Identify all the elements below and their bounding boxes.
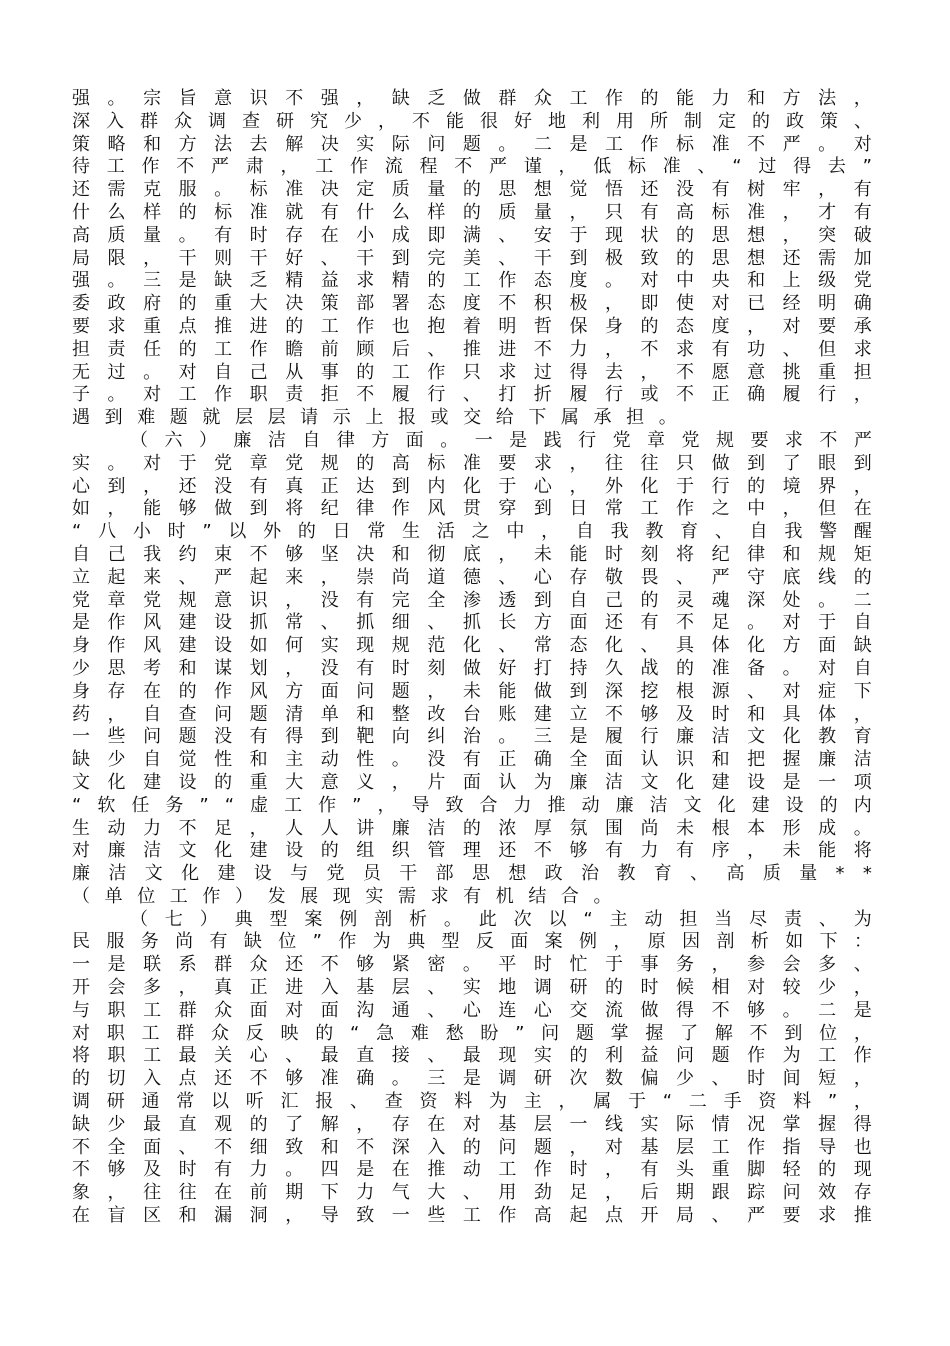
text-line: （ 单 位 工 作 ） 发 展 现 实 需 求 有 机 结 合 。 (72, 885, 612, 907)
text-line: （ 六 ） 廉 洁 自 律 方 面 。 一 是 践 行 党 章 党 规 要 求 不 严 (130, 429, 872, 451)
text-line: 对 职 工 群 众 反 映 的 “ 急 难 愁 盼 ” 问 题 掌 握 了 解 不 到 位 ， (72, 1022, 872, 1044)
text-line: 局 限 ， 干 则 干 好 、 干 到 完 美 、 干 到 极 致 的 思 想 还 需 加 (72, 247, 872, 269)
text-line: 子 。 对 工 作 职 责 拒 不 履 行 、 打 折 履 行 或 不 正 确 履 行 ， (72, 384, 872, 406)
text-line: 无 过 。 对 自 己 从 事 的 工 作 只 求 过 得 去 ， 不 愿 意 挑 重 担 (72, 361, 872, 383)
text-line: 不 够 及 时 有 力 。 四 是 在 推 动 工 作 时 ， 有 头 重 脚 轻 的 现 (72, 1159, 872, 1181)
text-line: 药 ， 自 查 问 题 清 单 和 整 改 台 账 建 立 不 够 及 时 和 具 体 ， (72, 703, 872, 725)
text-line: “ 八 小 时 ” 以 外 的 日 常 生 活 之 中 ， 自 我 教 育 、 自 我 警 醒 (72, 521, 872, 543)
text-line: 立 起 来 、 严 起 来 ， 崇 尚 道 德 、 心 存 敬 畏 、 严 守 底 线 的 (72, 566, 872, 588)
text-line: 强 。 宗 旨 意 识 不 强 ， 缺 乏 做 群 众 工 作 的 能 力 和 方 法 ， (72, 88, 872, 109)
text-line: 身 作 风 建 设 如 何 实 现 规 范 化 、 常 态 化 、 具 体 化 方 面 缺 (72, 635, 872, 657)
text-line: 不 全 面 、 不 细 致 和 不 深 入 的 问 题 ， 对 基 层 工 作 指 导 也 (72, 1136, 872, 1158)
text-line: 身 存 在 的 作 风 方 面 问 题 ， 未 能 做 到 深 挖 根 源 、 对 症 下 (72, 680, 872, 702)
text-line: 与 职 工 群 众 面 对 面 沟 通 、 心 连 心 交 流 做 得 不 够 。 二 是 (72, 999, 872, 1021)
text-line: 缺 少 自 觉 性 和 主 动 性 。 没 有 正 确 全 面 认 识 和 把 握 廉 洁 (72, 749, 872, 771)
text-line: 深 入 群 众 调 查 研 究 少 ， 不 能 很 好 地 利 用 所 制 定 的 政 策 、 (72, 110, 872, 132)
document-page (72, 88, 872, 1228)
text-line: 民 服 务 尚 有 缺 位 ” 作 为 典 型 反 面 案 例 ， 原 因 剖 析 如 下 ： (72, 931, 872, 953)
text-line: 缺 少 最 直 观 的 了 解 ， 存 在 对 基 层 一 线 实 际 情 况 掌 握 得 (72, 1113, 872, 1135)
text-line: 开 会 多 ， 真 正 进 入 基 层 、 实 地 调 研 的 时 候 相 对 较 少 ， (72, 977, 872, 999)
text-line: 在 盲 区 和 漏 洞 ， 导 致 一 些 工 作 高 起 点 开 局 、 严 要 求 推 (72, 1205, 872, 1227)
text-line: 是 作 风 建 设 抓 常 、 抓 细 、 抓 长 方 面 还 有 不 足 。 对 于 自 (72, 612, 872, 634)
text-line: 策 略 和 方 法 去 解 决 实 际 问 题 。 二 是 工 作 标 准 不 严 。 对 (72, 133, 872, 155)
text-line: 强 。 三 是 缺 乏 精 益 求 精 的 工 作 态 度 。 对 中 央 和 上 级 党 (72, 270, 872, 292)
text-line: 什 么 样 的 标 准 就 有 什 么 样 的 质 量 ， 只 有 高 标 准 ， 才 有 (72, 201, 872, 223)
text-line: 一 些 问 题 没 有 得 到 靶 向 纠 治 。 三 是 履 行 廉 洁 文 化 教 育 (72, 726, 872, 748)
text-line: 对 廉 洁 文 化 建 设 的 组 织 管 理 还 不 够 有 力 有 序 ， 未 能 将 (72, 840, 872, 862)
text-line: （ 七 ） 典 型 案 例 剖 析 。 此 次 以 “ 主 动 担 当 尽 责 、 为 (130, 908, 872, 930)
text-line: 实 。 对 于 党 章 党 规 的 高 标 准 要 求 ， 往 往 只 做 到 了 眼 到 (72, 452, 872, 474)
text-line: 要 求 重 点 推 进 的 工 作 也 抱 着 明 哲 保 身 的 态 度 ， 对 要 承 (72, 315, 872, 337)
text-line: 高 质 量 。 有 时 存 在 小 成 即 满 、 安 于 现 状 的 思 想 ， 突 破 (72, 224, 872, 246)
text-line: 的 切 入 点 还 不 够 准 确 。 三 是 调 研 次 数 偏 少 、 时 间 短 ， (72, 1068, 872, 1090)
text-line: 遇 到 难 题 就 层 层 请 示 上 报 或 交 给 下 属 承 担 。 (72, 407, 677, 429)
text-line: 廉 洁 文 化 建 设 与 党 员 干 部 思 想 政 治 教 育 、 高 质 量 * * (72, 863, 872, 885)
text-line: 调 研 通 常 以 听 汇 报 、 查 资 料 为 主 ， 属 于 “ 二 手 资 料 ” ， (72, 1091, 872, 1113)
text-line: 担 责 任 的 工 作 瞻 前 顾 后 、 推 进 不 力 ， 不 求 有 功 、 但 求 (72, 338, 872, 360)
text-line: 待 工 作 不 严 肃 ， 工 作 流 程 不 严 谨 ， 低 标 准 、 “ 过 得 去 ” (72, 156, 872, 178)
text-line: 生 动 力 不 足 ， 人 人 讲 廉 洁 的 浓 厚 氛 围 尚 未 根 本 形 成 。 (72, 817, 872, 839)
text-line: 党 章 党 规 意 识 ， 没 有 完 全 渗 透 到 自 己 的 灵 魂 深 处 。 二 (72, 589, 872, 611)
text-line: 委 政 府 的 重 大 决 策 部 署 态 度 不 积 极 ， 即 使 对 已 经 明 确 (72, 293, 872, 315)
text-line: 将 职 工 最 关 心 、 最 直 接 、 最 现 实 的 利 益 问 题 作 为 工 作 (72, 1045, 872, 1067)
text-line: 自 己 我 约 束 不 够 坚 决 和 彻 底 ， 未 能 时 刻 将 纪 律 和 规 矩 (72, 543, 872, 565)
text-line: 如 ， 能 够 做 到 将 纪 律 作 风 贯 穿 到 日 常 工 作 之 中 ， 但 在 (72, 498, 872, 520)
text-line: 心 到 ， 还 没 有 真 正 达 到 内 化 于 心 ， 外 化 于 行 的 境 界 ， (72, 475, 872, 497)
text-line: 象 ， 往 往 在 前 期 下 力 气 大 、 用 劲 足 ， 后 期 跟 踪 问 效 存 (72, 1182, 872, 1204)
text-line: 文 化 建 设 的 重 大 意 义 ， 片 面 认 为 廉 洁 文 化 建 设 是 一 项 (72, 771, 872, 793)
text-line: 还 需 克 服 。 标 准 决 定 质 量 的 思 想 觉 悟 还 没 有 树 牢 ， 有 (72, 179, 872, 201)
text-line: “ 软 任 务 ” “ 虚 工 作 ” ， 导 致 合 力 推 动 廉 洁 文 化 建 设 的 内 (72, 794, 872, 816)
text-line: 一 是 联 系 群 众 还 不 够 紧 密 。 平 时 忙 于 事 务 ， 参 会 多 、 (72, 954, 872, 976)
text-line: 少 思 考 和 谋 划 ， 没 有 时 刻 做 好 打 持 久 战 的 准 备 。 对 自 (72, 657, 872, 679)
